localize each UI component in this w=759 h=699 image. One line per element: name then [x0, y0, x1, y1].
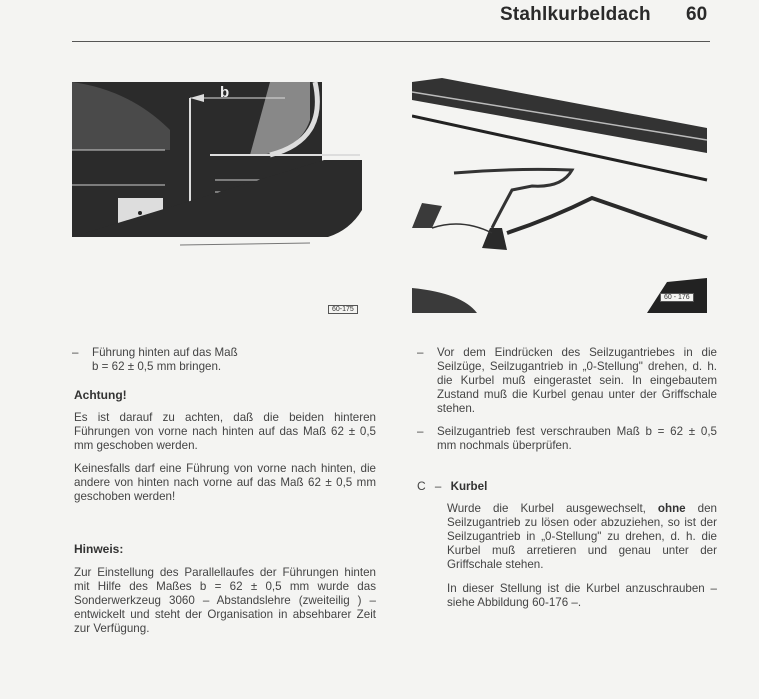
list-item: [417, 346, 717, 416]
step-line-1: Führung hinten auf das Maß: [92, 346, 238, 359]
page-title: Stahlkurbeldach: [500, 4, 651, 25]
list-dash: –: [417, 346, 424, 359]
attention-heading: Achtung!: [74, 388, 127, 402]
section-paragraph-1: [447, 502, 717, 572]
figure-60-175: [70, 80, 370, 320]
note-paragraph: Zur Einstellung des Parallellaufes der Führungen hinten mit Hilfe des Maßes b = 62 ± 0,5 mm wurde das Sonderwerkzeug 3060 – Abstandslehre (zweiteilig ) – entwickelt und steht der Organisation in absehbarer Zeit zur Verfügung.: [74, 566, 376, 635]
section-body: [417, 502, 717, 610]
page-number: 60: [686, 4, 708, 25]
step-line-2: b = 62 ± 0,5 mm bringen.: [92, 360, 222, 373]
section-dash: –: [434, 480, 442, 493]
note-heading: Hinweis:: [74, 542, 124, 556]
step-2-text: Seilzugantrieb fest verschrauben Maß b = 62 ± 0,5 mm nochmals überprüfen.: [437, 425, 717, 452]
step-1-text: Vor dem Eindrücken des Seilzugantriebes in die Seilzüge, Seilzugantrieb in „0-Stellung" drehen, d. h. die Kurbel muß eingerastet sein. In eingebautem Zustand muß die Kurbel genau unter der Griffschale stehen.: [437, 346, 717, 415]
figure-60-176: [412, 78, 712, 318]
list-item: [72, 346, 376, 374]
section-paragraph-2: In dieser Stellung ist die Kurbel anzuschrauben – siehe Abbildung 60-176 –.: [447, 582, 717, 609]
list-dash: –: [72, 346, 79, 359]
text-run: den Seilzugantrieb zu lösen oder abzuziehen, so ist der Seilzugantrieb in „0-Stellung" zu drehen, d. h. die Kurbel muß arretieren und genau unter der Griffschale stehen.: [447, 502, 717, 571]
list-item: [417, 425, 717, 453]
section-title: Kurbel: [450, 480, 488, 493]
figure-label: 60-175: [328, 305, 358, 314]
left-column: [74, 346, 376, 636]
attention-paragraph-2: Keinesfalls darf eine Führung von vorne nach hinten, die andere von hinten nach vorne auf das Maß 62 ± 0,5 mm geschoben werden!: [74, 462, 376, 503]
dimension-b-label: b: [220, 84, 230, 101]
header-divider: [72, 41, 710, 42]
figure-label: 60 - 176: [660, 293, 694, 302]
section-heading: [417, 479, 717, 494]
figure-60-176-image: [412, 78, 712, 318]
emphasis-text: ohne: [657, 502, 686, 515]
section-letter: C: [417, 479, 426, 493]
right-column: [417, 346, 717, 610]
figure-60-175-image: [70, 80, 370, 320]
list-dash: –: [417, 425, 424, 438]
attention-paragraph-1: Es ist darauf zu achten, daß die beiden hinteren Führungen von vorne nach hinten auf das Maß 62 ± 0,5 mm geschoben werden.: [74, 411, 376, 452]
text-run: Wurde die Kurbel ausgewechselt,: [447, 502, 658, 515]
